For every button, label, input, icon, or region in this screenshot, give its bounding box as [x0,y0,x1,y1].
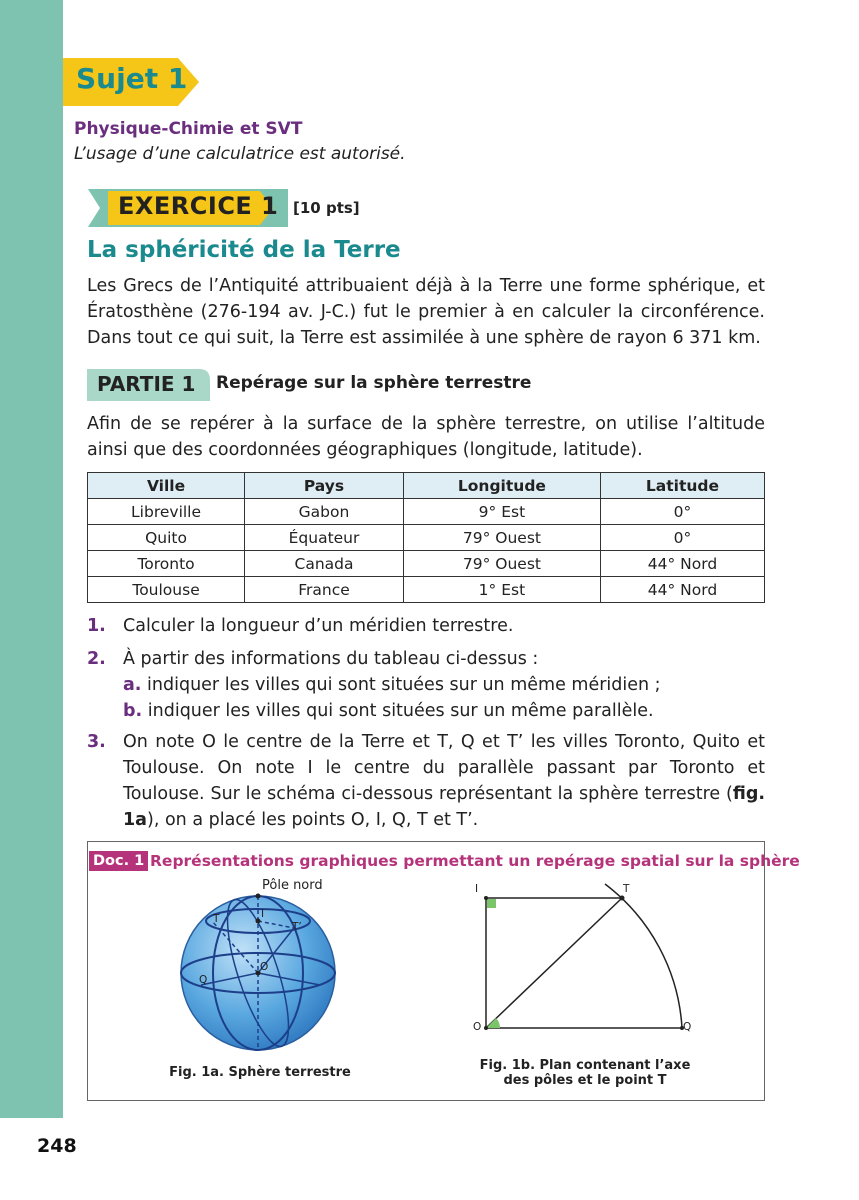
sub-text: indiquer les villes qui sont situées sur un même parallèle. [147,701,654,721]
label-q: Q [683,1021,692,1033]
fig1a-caption: Fig. 1a. Sphère terrestre [169,1065,351,1080]
coordinates-table [87,472,765,603]
table-cell: Toulouse [88,577,245,603]
partie-label: PARTIE 1 [97,372,196,396]
table-cell: 1° Est [403,577,600,603]
pole-label: Pôle nord [262,878,323,893]
table-row [88,551,765,577]
label-i: I [261,908,265,920]
label-q: Q [199,974,208,986]
label-o: O [473,1021,482,1033]
sphere-diagram [170,893,350,1063]
table-cell: 79° Ouest [403,551,600,577]
table-header: Longitude [403,473,600,499]
plane-diagram [470,878,700,1038]
table-cell: Toronto [88,551,245,577]
table-cell: Gabon [245,499,404,525]
question-number: 1. [87,616,106,636]
table-cell: Libreville [88,499,245,525]
fig1b-caption: Fig. 1b. Plan contenant l’axe des pôles et le point T [479,1058,691,1088]
question-1 [87,613,765,639]
table-row [88,499,765,525]
question-2b [123,698,765,724]
question-2a [123,672,765,698]
question-text: À partir des informations du tableau ci-dessus : [123,649,539,669]
table-row [88,525,765,551]
table-cell: Quito [88,525,245,551]
point-i [484,896,488,900]
point-t [620,896,625,901]
fig-reference: fig. 1a [123,784,765,830]
partie-intro: Afin de se repérer à la surface de la sphère terrestre, on utilise l’altitude ainsi que des coordonnées géographiques (longitude, latitude). [87,414,765,460]
table-cell: 0° [600,525,764,551]
partie-title: Repérage sur la sphère terrestre [216,373,532,393]
doc-title: Représentations graphiques permettant un repérage spatial sur la sphère [150,852,800,870]
question-number: 3. [87,732,106,752]
table-cell: France [245,577,404,603]
table-cell: Équateur [245,525,404,551]
label-t-prime: T’ [292,921,302,933]
table-cell: 79° Ouest [403,525,600,551]
sujet-label: Sujet 1 [76,62,188,95]
exercise-points: [10 pts] [293,199,360,217]
pole-point [256,894,261,899]
table-header-row [88,473,765,499]
exercise-title: La sphéricité de la Terre [87,237,401,263]
point-o [484,1026,488,1030]
doc-tag: Doc. 1 [89,851,148,871]
table-header: Pays [245,473,404,499]
label-t: T [623,883,630,895]
table-header: Ville [88,473,245,499]
table-cell: 44° Nord [600,577,764,603]
exercise-intro: Les Grecs de l’Antiquité attribuaient déjà à la Terre une forme sphérique, et Ératosthène (276-194 av. J-C.) fut le premier à en calculer la circonférence. Dans tout ce qui suit, la Terre est assimilée à une sphère de rayon 6 371 km. [87,276,765,348]
question-text: On note O le centre de la Terre et T, Q et T’ les villes Toronto, Quito et Toulouse. On note I le centre du parallèle passant par Toronto et Toulouse. Sur le schéma ci-dessous représentant la sphère terrestre (fig. 1a), on a placé les points O, I, Q, T et T’. [123,732,765,830]
table-cell: 44° Nord [600,551,764,577]
question-2 [87,646,765,724]
table-row [88,577,765,603]
table-cell: 9° Est [403,499,600,525]
table-header: Latitude [600,473,764,499]
quarter-arc [605,884,682,1028]
question-3 [87,729,765,833]
exercise-label: EXERCICE 1 [118,192,279,220]
question-text: Calculer la longueur d’un méridien terrestre. [123,616,514,636]
label-i: I [475,883,479,895]
point-i [256,919,261,924]
ot-segment [486,898,622,1028]
sub-text: indiquer les villes qui sont situées sur un même méridien ; [147,675,661,695]
angle-mark [486,1018,500,1028]
right-angle-mark [487,899,496,908]
question-number: 2. [87,649,106,669]
sidebar-band [0,0,63,1118]
label-t: T [213,913,220,925]
sub-label: b. [123,701,143,721]
calculator-note: L’usage d’une calculatrice est autorisé. [74,144,406,164]
table-cell: Canada [245,551,404,577]
label-o: O [260,961,269,973]
subject-heading: Physique-Chimie et SVT [74,119,303,139]
sub-label: a. [123,675,142,695]
page-number: 248 [37,1135,77,1157]
table-cell: 0° [600,499,764,525]
